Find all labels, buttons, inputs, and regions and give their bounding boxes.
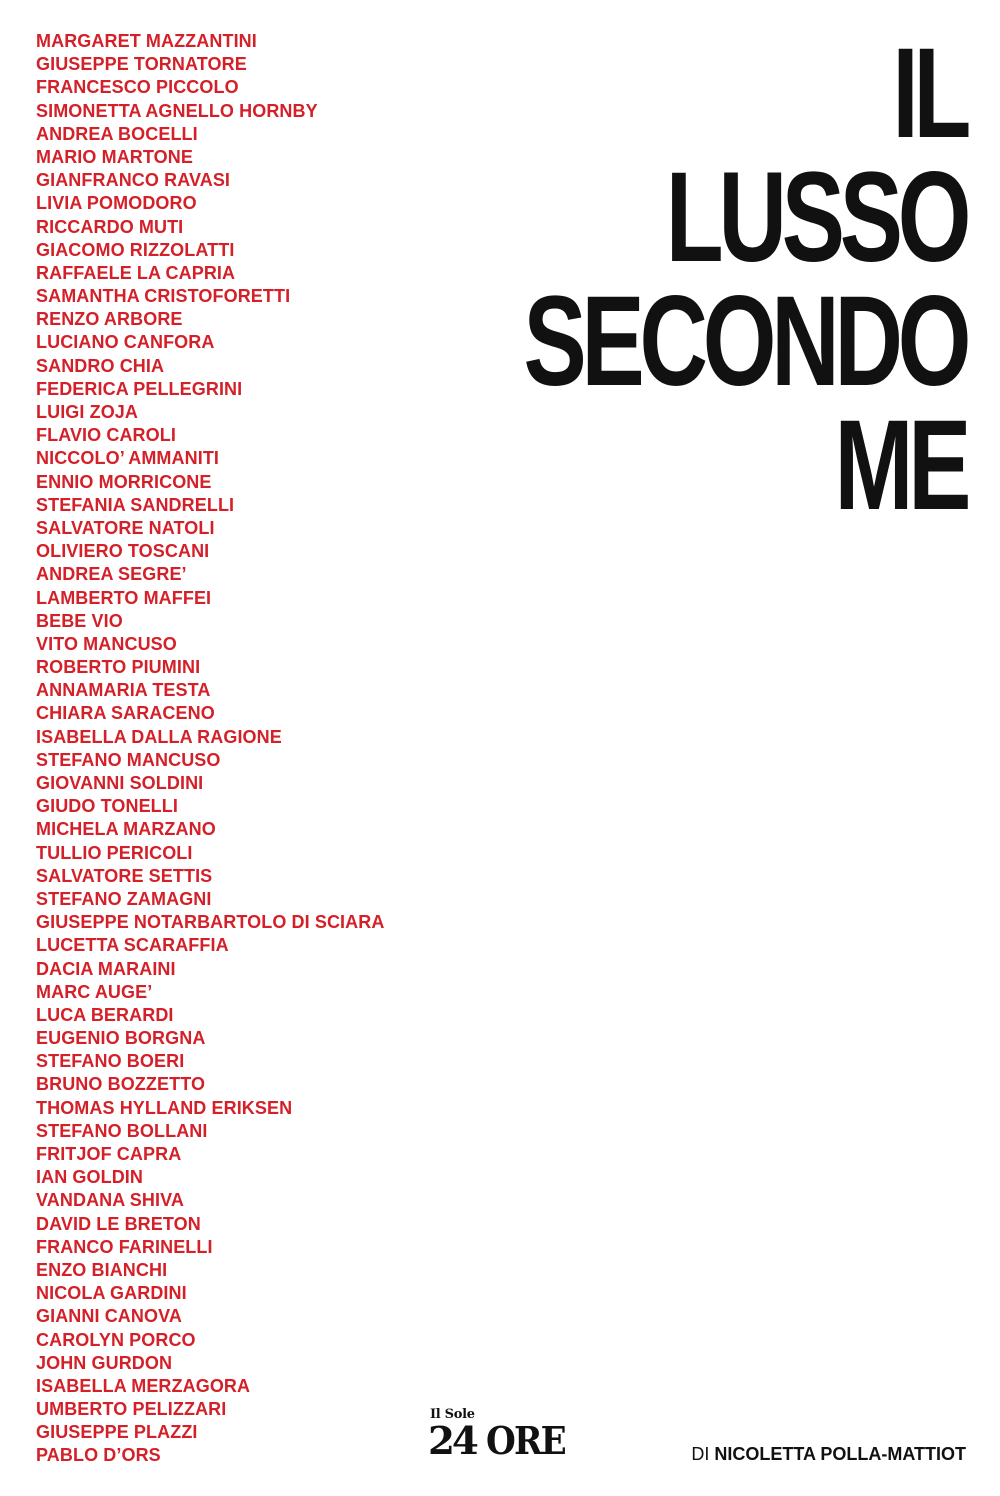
contributor-name: LUCIANO CANFORA xyxy=(36,332,215,353)
title-line-2: LUSSO xyxy=(665,146,966,289)
contributor-name: RENZO ARBORE xyxy=(36,309,183,330)
contributor-name: VITO MANCUSO xyxy=(36,633,177,654)
contributor-name: ENZO BIANCHI xyxy=(36,1259,168,1280)
contributor-name: ANDREA BOCELLI xyxy=(36,123,198,144)
contributor-name: ENNIO MORRICONE xyxy=(36,471,212,492)
contributor-name: IAN GOLDIN xyxy=(36,1167,143,1188)
contributor-name: STEFANIA SANDRELLI xyxy=(36,494,235,515)
publisher-logo-il-sole: Il Sole xyxy=(430,1407,475,1422)
contributor-name: MARGARET MAZZANTINI xyxy=(36,31,257,51)
contributor-name: LUIGI ZOJA xyxy=(36,402,139,422)
author-prefix: DI xyxy=(691,1444,715,1464)
contributor-name: SALVATORE SETTIS xyxy=(36,865,213,886)
contributor-name: ROBERTO PIUMINI xyxy=(36,657,201,678)
contributor-name: GIUSEPPE TORNATORE xyxy=(36,54,247,75)
contributor-name: SIMONETTA AGNELLO HORNBY xyxy=(36,100,318,121)
publisher-logo-number: 24 xyxy=(428,1418,476,1463)
contributor-name: UMBERTO PELIZZARI xyxy=(36,1399,227,1420)
contributor-name: THOMAS HYLLAND ERIKSEN xyxy=(36,1097,293,1118)
title-line-1: IL xyxy=(892,22,966,165)
contributor-name: MARIO MARTONE xyxy=(36,146,193,167)
contributor-name: STEFANO MANCUSO xyxy=(36,749,221,770)
contributor-name: STEFANO BOLLANI xyxy=(36,1120,208,1141)
contributor-name: GIOVANNI SOLDINI xyxy=(36,773,204,793)
contributor-name: LUCETTA SCARAFFIA xyxy=(36,935,229,956)
contributor-name: FRANCESCO PICCOLO xyxy=(36,77,239,98)
contributor-name: EUGENIO BORGNA xyxy=(36,1028,206,1049)
contributor-name: FLAVIO CAROLI xyxy=(36,425,176,446)
contributor-name: ANDREA SEGRE’ xyxy=(36,564,187,585)
author-name: NICOLETTA POLLA-MATTIOT xyxy=(714,1444,966,1464)
contributors-list xyxy=(36,30,384,1468)
contributor-name: SAMANTHA CRISTOFORETTI xyxy=(36,286,291,307)
contributor-name: DACIA MARAINI xyxy=(36,958,176,979)
contributor-name: DAVID LE BRETON xyxy=(36,1213,201,1234)
contributor-name: ISABELLA MERZAGORA xyxy=(36,1375,251,1396)
contributor-name: TULLIO PERICOLI xyxy=(36,842,193,863)
title-line-3: SECONDO xyxy=(523,270,966,413)
contributor-name: CAROLYN PORCO xyxy=(36,1329,196,1350)
contributor-name: VANDANA SHIVA xyxy=(36,1190,184,1211)
contributor-name: GIUSEPPE PLAZZI xyxy=(36,1422,198,1443)
contributor-name: LAMBERTO MAFFEI xyxy=(36,587,212,608)
contributor-name: CHIARA SARACENO xyxy=(36,703,215,724)
contributor-name: MICHELA MARZANO xyxy=(36,819,216,840)
contributor-name: RICCARDO MUTI xyxy=(36,216,184,237)
contributor-name: PABLO D’ORS xyxy=(36,1445,161,1466)
contributor-name: NICCOLO’ AMMANITI xyxy=(36,448,220,469)
contributor-name: MARC AUGE’ xyxy=(36,981,153,1002)
publisher-logo-word: ORE xyxy=(486,1418,565,1463)
contributor-name: RAFFAELE LA CAPRIA xyxy=(36,262,236,283)
contributor-name: GIANNI CANOVA xyxy=(36,1306,182,1327)
contributor-name: FRITJOF CAPRA xyxy=(36,1144,182,1164)
book-title xyxy=(368,22,966,537)
publisher-logo xyxy=(430,1407,572,1465)
contributor-name: ANNAMARIA TESTA xyxy=(36,680,211,701)
contributor-name: STEFANO ZAMAGNI xyxy=(36,888,212,909)
contributor-name: GIUDO TONELLI xyxy=(36,796,178,817)
contributor-name: GIACOMO RIZZOLATTI xyxy=(36,239,235,260)
title-line-4: ME xyxy=(834,394,966,537)
contributor-name: NICOLA GARDINI xyxy=(36,1283,187,1304)
contributor-name: SANDRO CHIA xyxy=(36,355,165,376)
contributor-name: LUCA BERARDI xyxy=(36,1004,174,1025)
contributor-name: OLIVIERO TOSCANI xyxy=(36,541,210,562)
contributor-name: BEBE VIO xyxy=(36,610,123,631)
contributor-name: GIUSEPPE NOTARBARTOLO DI SCIARA xyxy=(36,912,385,933)
contributor-name: SALVATORE NATOLI xyxy=(36,517,215,538)
author-credit xyxy=(691,1444,966,1465)
contributor-name: GIANFRANCO RAVASI xyxy=(36,170,231,191)
contributor-name: ISABELLA DALLA RAGIONE xyxy=(36,726,282,747)
contributor-name: FRANCO FARINELLI xyxy=(36,1236,213,1257)
contributor-name: BRUNO BOZZETTO xyxy=(36,1074,206,1095)
contributor-name: JOHN GURDON xyxy=(36,1352,173,1373)
contributor-name: LIVIA POMODORO xyxy=(36,193,197,214)
contributor-name: STEFANO BOERI xyxy=(36,1051,185,1072)
contributor-name: FEDERICA PELLEGRINI xyxy=(36,378,243,399)
